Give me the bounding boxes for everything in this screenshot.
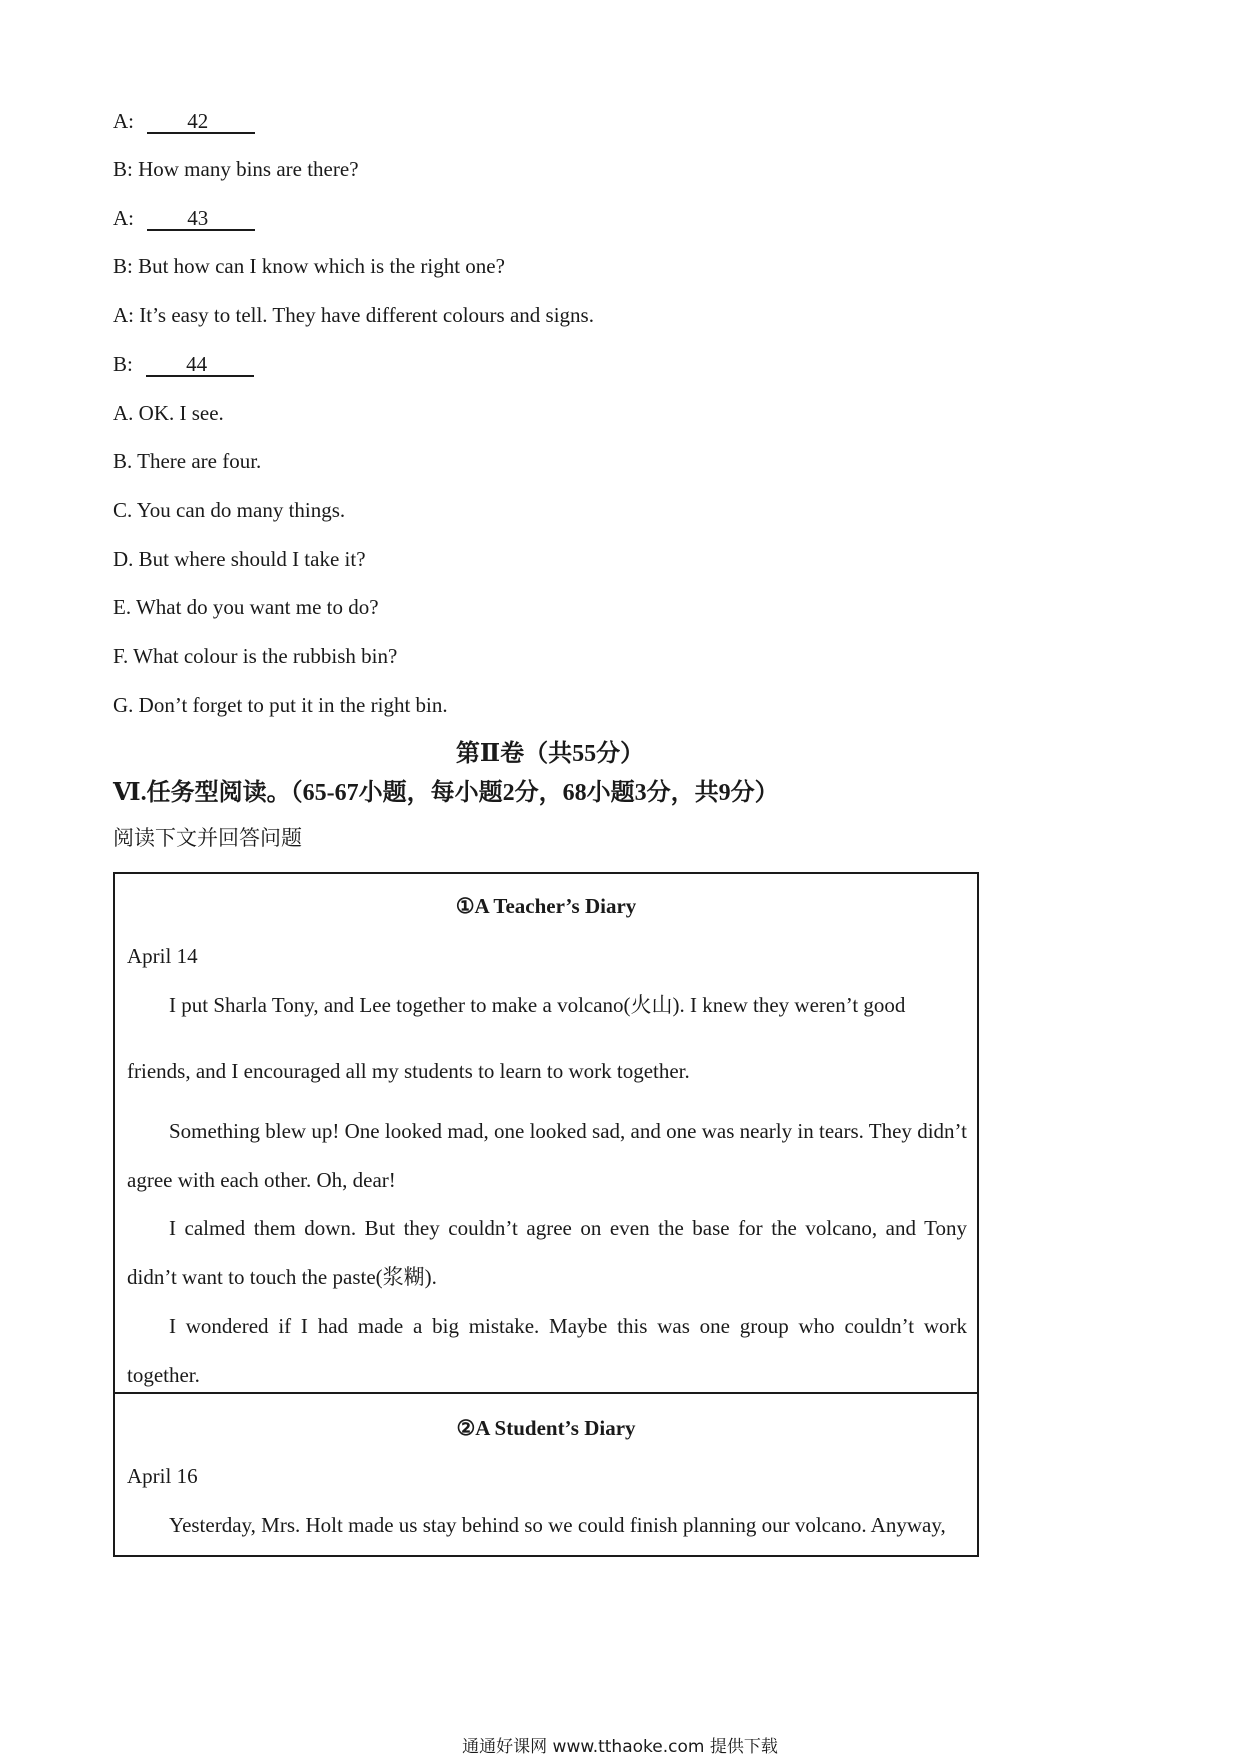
section-heading: Ⅵ.任务型阅读。（65-67小题，每小题2分，68小题3分，共9分） bbox=[113, 780, 779, 806]
speaker-label: A: bbox=[113, 109, 134, 133]
speaker-label: B: bbox=[113, 157, 133, 181]
diary-paragraph: Yesterday, Mrs. Holt made us stay behind so we could finish planning our volcano. Anyway, bbox=[169, 1513, 946, 1537]
instruction: 阅读下文并回答问题 bbox=[113, 826, 302, 850]
option-g: G. Don’t forget to put it in the right bin. bbox=[113, 693, 448, 717]
dialogue-line-42 bbox=[113, 108, 255, 134]
diary-paragraph: Something blew up! One looked mad, one looked sad, and one was nearly in tears. They didn’t agree with each other. Oh, dear! bbox=[127, 1119, 967, 1192]
option-e: E. What do you want me to do? bbox=[113, 595, 379, 619]
option-b: B. There are four. bbox=[113, 449, 262, 473]
diary-paragraph bbox=[127, 992, 967, 1018]
option-c: C. You can do many things. bbox=[113, 498, 346, 522]
diary-title: ①A Teacher’s Diary bbox=[455, 894, 637, 918]
option-d: D. But where should I take it? bbox=[113, 547, 366, 571]
speaker-label: A: bbox=[113, 303, 134, 327]
diary-paragraph: I calmed them down. But they couldn’t agree on even the base for the volcano, and Tony didn’t want to touch the paste(浆糊). bbox=[127, 1216, 967, 1289]
dialogue-line bbox=[113, 253, 505, 279]
answer-blank[interactable] bbox=[147, 207, 255, 231]
dialogue-text: How many bins are there? bbox=[138, 157, 359, 181]
blank-number: 43 bbox=[187, 206, 209, 230]
answer-blank[interactable] bbox=[146, 353, 254, 377]
paragraph-line: friends, and I encouraged all my students to learn to work together. bbox=[127, 1059, 690, 1083]
dialogue-line-43 bbox=[113, 205, 255, 231]
dialogue-line-44 bbox=[113, 351, 254, 377]
diary-title: ②A Student’s Diary bbox=[456, 1416, 636, 1440]
answer-blank[interactable] bbox=[147, 110, 255, 134]
diary-paragraph: I wondered if I had made a big mistake. Maybe this was one group who couldn’t work together. bbox=[127, 1314, 967, 1387]
blank-number: 42 bbox=[187, 109, 209, 133]
student-diary-box bbox=[113, 1392, 979, 1557]
paragraph-line: I put Sharla Tony, and Lee together to make a volcano(火山). I knew they weren’t good bbox=[169, 993, 906, 1017]
option-f: F. What colour is the rubbish bin? bbox=[113, 644, 398, 668]
dialogue-text: It’s easy to tell. They have different colours and signs. bbox=[139, 303, 594, 327]
diary-paragraph-cont bbox=[127, 1058, 967, 1084]
diary-date: April 16 bbox=[127, 1464, 198, 1488]
dialogue-text: But how can I know which is the right one? bbox=[138, 254, 505, 278]
blank-number: 44 bbox=[186, 352, 208, 376]
dialogue-line bbox=[113, 156, 359, 182]
diary-date: April 14 bbox=[127, 944, 198, 968]
speaker-label: B: bbox=[113, 352, 133, 376]
speaker-label: A: bbox=[113, 206, 134, 230]
option-a: A. OK. I see. bbox=[113, 401, 224, 425]
volume-title: 第Ⅱ卷（共55分） bbox=[455, 741, 645, 767]
speaker-label: B: bbox=[113, 254, 133, 278]
page-footer: 通通好课网 www.tthaoke.com 提供下载 bbox=[462, 1737, 778, 1757]
dialogue-line bbox=[113, 302, 594, 328]
teacher-diary-box bbox=[113, 872, 979, 1394]
